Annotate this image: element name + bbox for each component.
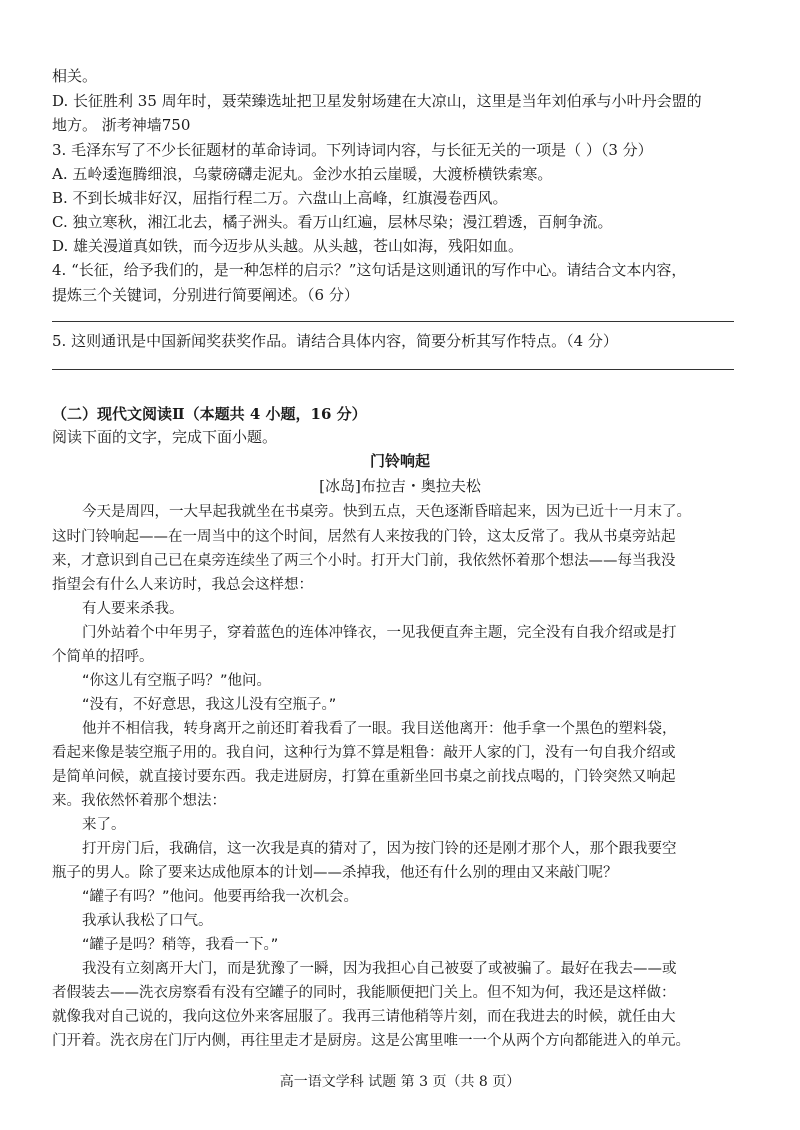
- q2-option-d-line2: 地方。 浙考神墙750: [52, 116, 191, 134]
- section-heading: （二）现代文阅读Ⅱ（本题共 4 小题，16 分）: [52, 405, 367, 423]
- passage-line: “没有，不好意思，我这儿没有空瓶子。”: [82, 697, 337, 713]
- passage-line: “罐子有吗？”他问。他要再给我一次机会。: [82, 889, 359, 905]
- passage-line: 瓶子的男人。除了要来达成他原本的计划——杀掉我，他还有什么别的理由又来敲门呢？: [52, 865, 618, 881]
- section-instruction: 阅读下面的文字，完成下面小题。: [52, 428, 278, 446]
- passage-line: “你这儿有空瓶子吗？”他问。: [82, 673, 272, 689]
- passage-line: 来，才意识到自己已在桌旁连续坐了两三个小时。打开大门前，我依然怀着那个想法——每当我没: [52, 553, 676, 569]
- passage-line: 我承认我松了口气。: [82, 913, 213, 929]
- answer-line: [52, 369, 734, 370]
- passage-line: 这时门铃响起——在一周当中的这个时间，居然有人来按我的门铃，这太反常了。我从书桌旁站起: [52, 529, 676, 545]
- q5-line1: 5. 这则通讯是中国新闻奖获奖作品。请结合具体内容，简要分析其写作特点。（4 分）: [52, 332, 618, 350]
- passage-line: 指望会有什么人来访时，我总会这样想：: [52, 577, 313, 593]
- page-footer: 高一语文学科 试题 第 3 页（共 8 页）: [279, 1074, 521, 1090]
- q3-option-d: D. 雄关漫道真如铁，而今迈步从头越。从头越，苍山如海，残阳如血。: [52, 237, 524, 255]
- q4-line1: 4. “长征，给予我们的，是一种怎样的启示？”这句话是这则通讯的写作中心。请结合文本内容，: [52, 261, 687, 279]
- passage-line: 是简单问候，就直接讨要东西。我走进厨房，打算在重新坐回书桌之前找点喝的，门铃突然又响起: [52, 769, 676, 785]
- passage-line: 者假装去——洗衣房察看有没有空罐子的同时，我能顺便把门关上。但不知为何，我还是这样做：: [52, 985, 676, 1001]
- passage-line: 今天是周四，一大早起我就坐在书桌旁。快到五点，天色逐渐昏暗起来，因为已近十一月末了。: [82, 504, 691, 520]
- passage-line: 看起来像是装空瓶子用的。我自问，这种行为算不算是粗鲁：敲开人家的门，没有一句自我介绍或: [52, 745, 676, 761]
- passage-line: 有人要来杀我。: [82, 601, 184, 617]
- passage-line: 来了。: [82, 817, 126, 833]
- q4-line2: 提炼三个关键词，分别进行简要阐述。（6 分）: [52, 286, 359, 304]
- passage-line: 我没有立刻离开大门，而是犹豫了一瞬，因为我担心自己被耍了或被骗了。最好在我去——或: [82, 961, 677, 977]
- q3-option-b: B. 不到长城非好汉，屈指行程二万。六盘山上高峰，红旗漫卷西风。: [52, 189, 508, 207]
- q3-option-c: C. 独立寒秋，湘江北去，橘子洲头。看万山红遍，层林尽染；漫江碧透，百舸争流。: [52, 213, 613, 231]
- passage-title: 门铃响起: [369, 452, 430, 470]
- passage-line: 门外站着个中年男子，穿着蓝色的连体冲锋衣，一见我便直奔主题，完全没有自我介绍或是打: [82, 625, 677, 641]
- q2-option-d-line1: D. 长征胜利 35 周年时，聂荣臻选址把卫星发射场建在大凉山，这里是当年刘伯承与小叶丹会盟的: [52, 92, 702, 110]
- passage-line: 来。我依然怀着那个想法：: [52, 793, 226, 809]
- passage-line: 就像我对自己说的，我向这位外来客屈服了。我再三请他稍等片刻，而在我进去的时候，就任由大: [52, 1009, 676, 1025]
- passage-author: [冰岛]布拉吉・奥拉夫松: [319, 477, 481, 495]
- passage-line: 他并不相信我，转身离开之前还盯着我看了一眼。我目送他离开：他手拿一个黑色的塑料袋，: [82, 721, 677, 737]
- q2-tail-line: 相关。: [52, 67, 98, 85]
- passage-line: 个简单的招呼。: [52, 649, 154, 665]
- passage-line: 门开着。洗衣房在门厅内侧，再往里走才是厨房。这是公寓里唯一一个从两个方向都能进入的单元。: [52, 1033, 690, 1049]
- answer-line: [52, 321, 734, 322]
- passage-line: “罐子是吗？稍等，我看一下。”: [82, 937, 279, 953]
- passage-line: 打开房门后，我确信，这一次我是真的猜对了，因为按门铃的还是刚才那个人，那个跟我要空: [82, 841, 677, 857]
- q3-option-a: A. 五岭逶迤腾细浪，乌蒙磅礴走泥丸。金沙水拍云崖暖，大渡桥横铁索寒。: [52, 165, 553, 183]
- q3-stem: 3. 毛泽东写了不少长征题材的革命诗词。下列诗词内容，与长征无关的一项是（ ）（3 分）: [52, 141, 653, 159]
